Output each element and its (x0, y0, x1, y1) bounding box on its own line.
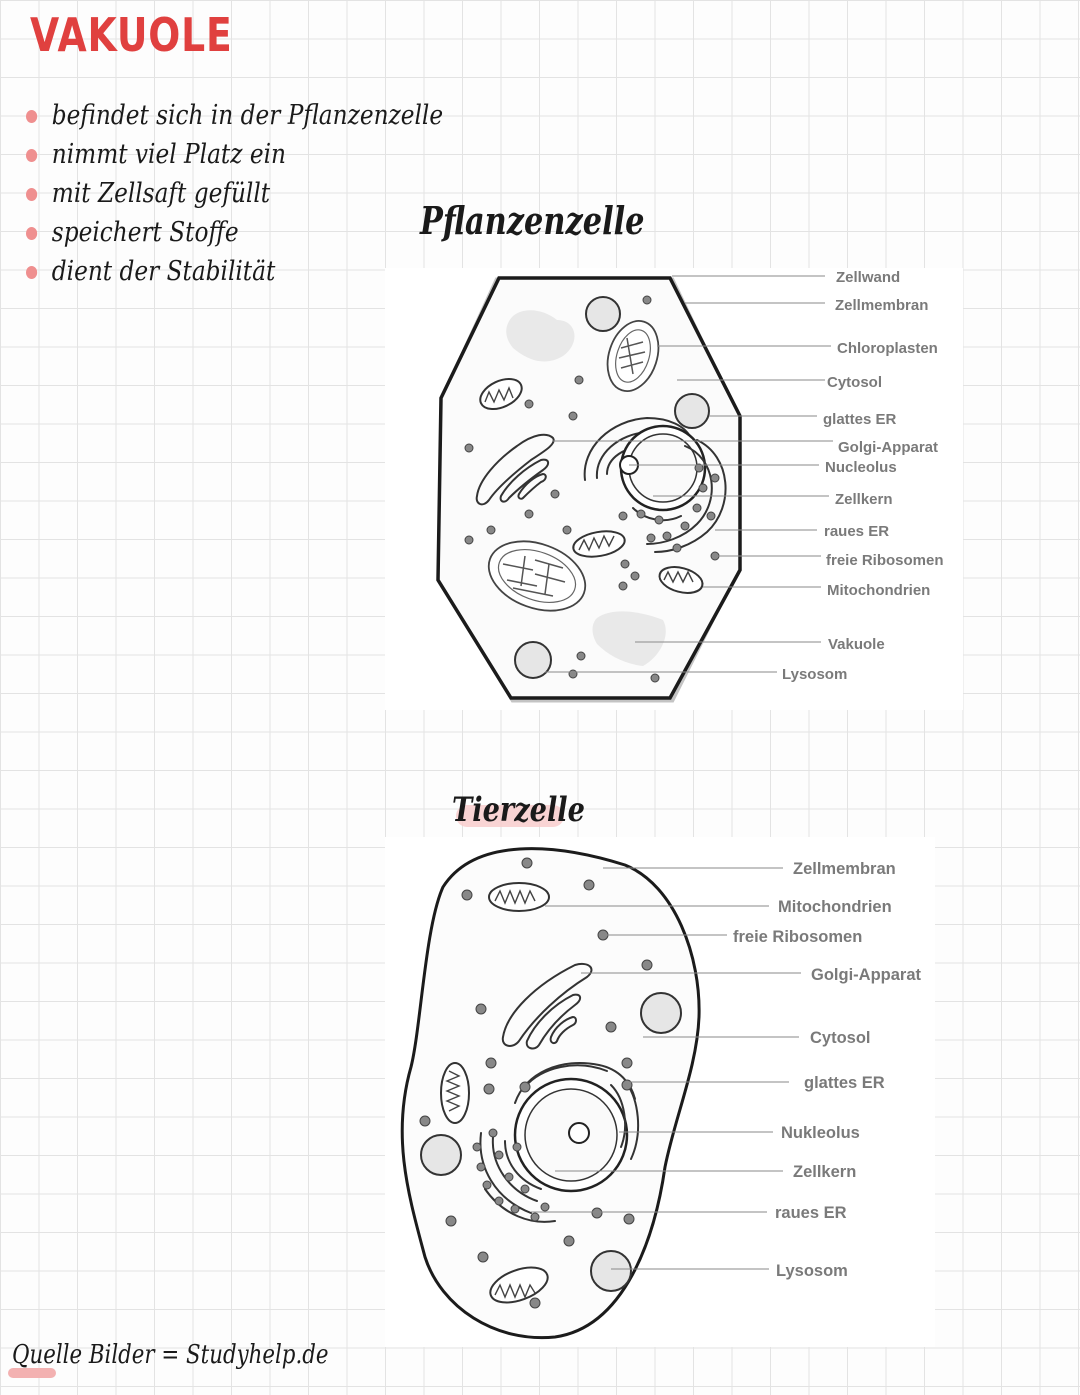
animal-cell-heading: Tierzelle (452, 790, 585, 830)
label-lysosom: Lysosom (776, 1262, 848, 1280)
property-item: dient der Stabilität (26, 252, 443, 291)
label-vakuole: Vakuole (828, 636, 885, 653)
property-list (26, 96, 511, 291)
animal-cell-diagram (385, 837, 935, 1347)
label-zellkern: Zellkern (835, 491, 893, 508)
label-zellmembran: Zellmembran (793, 860, 896, 878)
label-golgi-apparat: Golgi-Apparat (811, 966, 921, 984)
label-cytosol: Cytosol (827, 374, 883, 391)
nucleolus (569, 1123, 589, 1143)
label-freie-ribosomen: freie Ribosomen (826, 552, 944, 569)
mitochondrion (489, 883, 549, 911)
label-zellkern: Zellkern (793, 1163, 857, 1181)
label-raues-er: raues ER (824, 523, 890, 540)
label-golgi-apparat: Golgi-Apparat (838, 439, 938, 456)
plant-cell-svg (385, 268, 963, 710)
label-mitochondrien: Mitochondrien (778, 898, 892, 916)
label-nucleolus: Nucleolus (825, 459, 897, 476)
animal-cell-svg (385, 837, 935, 1347)
label-glattes-er: glattes ER (823, 411, 897, 428)
plant-cell-diagram (385, 268, 963, 710)
label-zellmembran: Zellmembran (835, 297, 929, 314)
mitochondrion (441, 1063, 469, 1123)
page-title: VAKUOLE (30, 8, 233, 62)
image-source: Quelle Bilder = Studyhelp.de (12, 1340, 329, 1370)
property-item: speichert Stoffe (26, 213, 443, 252)
property-item: mit Zellsaft gefüllt (26, 174, 443, 213)
plant-cell-heading: Pflanzenzelle (420, 198, 645, 243)
label-cytosol: Cytosol (810, 1029, 871, 1047)
label-chloroplasten: Chloroplasten (837, 340, 938, 357)
label-glattes-er: glattes ER (804, 1074, 885, 1092)
label-lysosom: Lysosom (782, 666, 848, 683)
property-item: befindet sich in der Pflanzenzelle (26, 96, 443, 135)
label-mitochondrien: Mitochondrien (827, 582, 931, 599)
nucleus (620, 426, 705, 510)
property-item: nimmt viel Platz ein (26, 135, 443, 174)
nucleus (515, 1079, 627, 1191)
label-freie-ribosomen: freie Ribosomen (733, 928, 863, 946)
label-nukleolus: Nukleolus (781, 1124, 860, 1142)
label-raues-er: raues ER (775, 1204, 847, 1222)
label-zellwand: Zellwand (836, 269, 901, 286)
